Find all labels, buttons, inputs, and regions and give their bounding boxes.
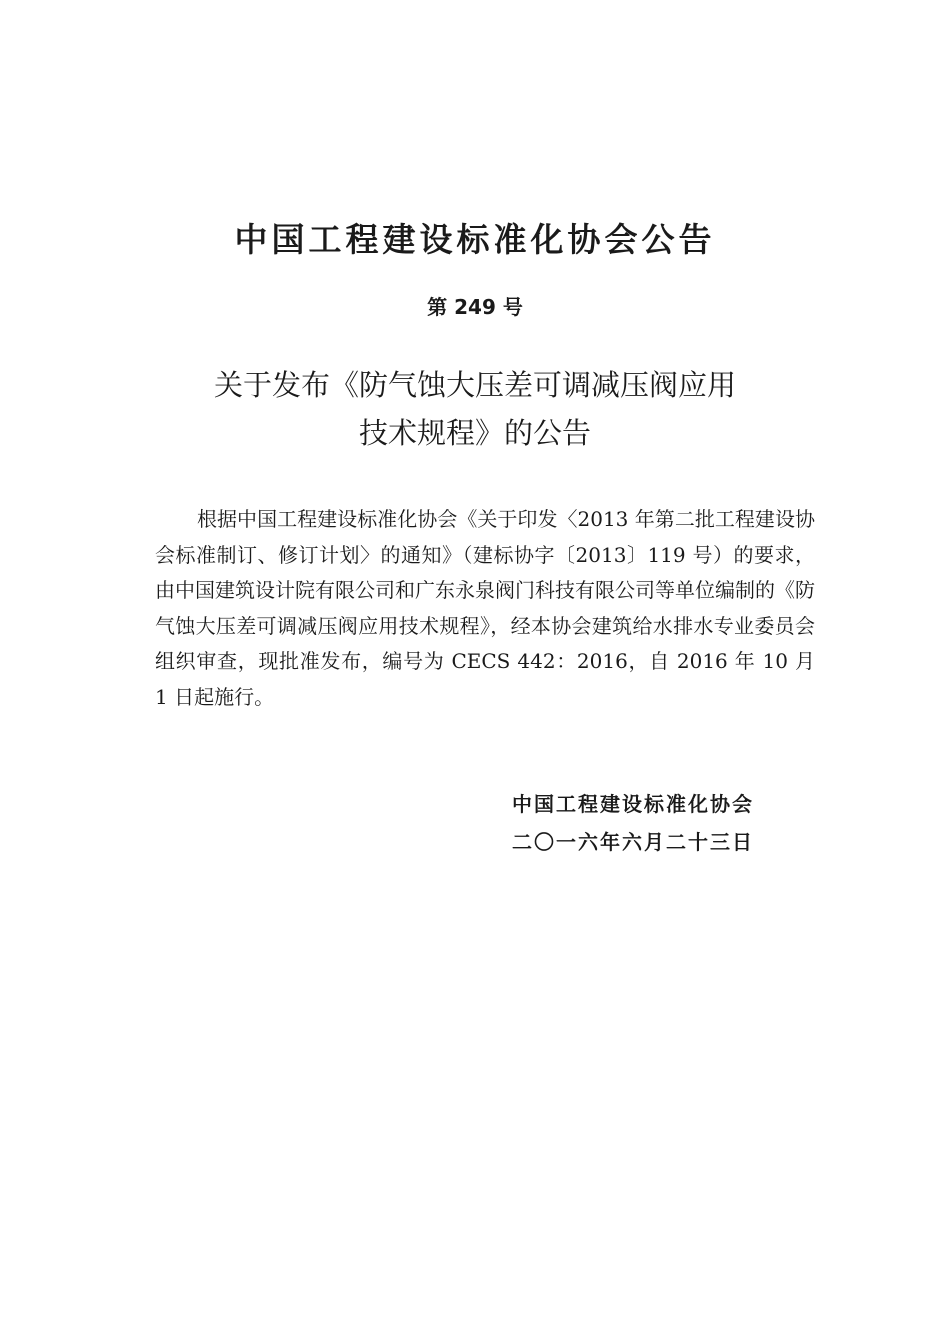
signature-date: 二〇一六年六月二十三日 — [512, 830, 754, 854]
subtitle-line-1: 关于发布《防气蚀大压差可调减压阀应用 — [213, 368, 736, 402]
announcement-body: 根据中国工程建设标准化协会《关于印发〈2013 年第二批工程建设协会标准制订、修订计划〉的通知》（建标协字〔2013〕119 号）的要求，由中国建筑设计院有限公司和广东永泉阀门科技有限公司等单位编制的《防气蚀大压差可调减压阀应用技术规程》，经本协会建筑给水排水专业委员会组织审查，现批准发布，编号为 CECS 442：2016，自 2016 年 10 月 1 日起施行。 — [155, 507, 815, 709]
announcement-number: 第 249 号 — [427, 295, 523, 319]
main-title: 中国工程建设标准化协会公告 — [234, 220, 716, 259]
subtitle-line-2: 技术规程》的公告 — [358, 416, 591, 450]
signature-organization: 中国工程建设标准化协会 — [512, 792, 754, 816]
